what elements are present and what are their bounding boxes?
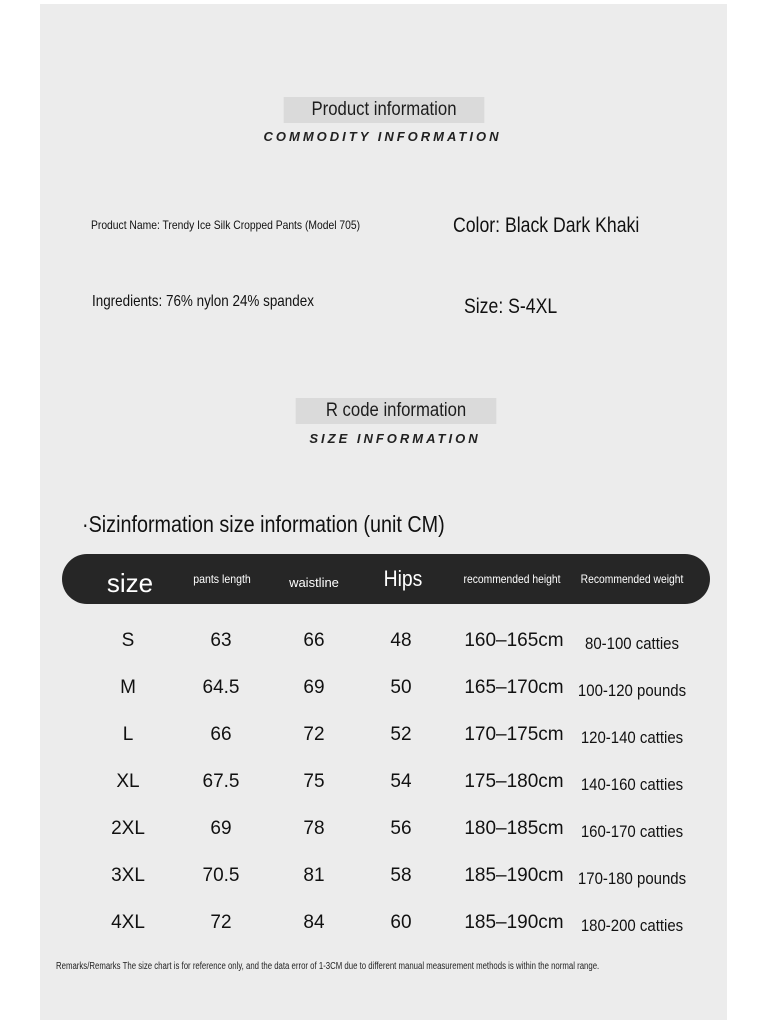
cell-recommended-weight: 140-160 catties (580, 775, 684, 794)
table-row (0, 626, 768, 656)
cell-recommended-weight: 80-100 catties (585, 634, 679, 653)
cell-size: M (120, 677, 136, 698)
cell-pants-length: 72 (210, 912, 232, 933)
cell-size: 2XL (111, 818, 145, 839)
cell-recommended-height: 180–185cm (464, 818, 564, 839)
cell-recommended-weight: 170-180 pounds (577, 869, 687, 888)
header-recommended-height: recommended height (463, 572, 561, 586)
cell-pants-length: 64.5 (202, 677, 240, 698)
cell-recommended-height: 175–180cm (464, 771, 564, 792)
cell-hips: 58 (390, 865, 412, 886)
cell-recommended-weight: 160-170 catties (580, 822, 684, 841)
size-table-header (62, 554, 710, 604)
header-waistline: waistline (289, 574, 339, 590)
cell-hips: 48 (390, 630, 412, 651)
cell-waistline: 81 (303, 865, 325, 886)
commodity-info-subtitle: COMMODITY INFORMATION (263, 129, 502, 144)
product-info-title: Product information (284, 97, 485, 123)
cell-hips: 60 (390, 912, 412, 933)
remarks-note: Remarks/Remarks The size chart is for reference only, and the data error of 1-3CM due to different manual measurement methods is within the normal range. (56, 961, 600, 972)
header-pants-length: pants length (193, 572, 251, 586)
cell-pants-length: 70.5 (202, 865, 240, 886)
header-size: size (106, 567, 154, 598)
cell-waistline: 69 (303, 677, 325, 698)
cell-recommended-weight: 100-120 pounds (577, 681, 687, 700)
cell-pants-length: 66 (210, 724, 232, 745)
product-size-range: Size: S-4XL (464, 295, 558, 318)
cell-waistline: 72 (303, 724, 325, 745)
cell-recommended-height: 185–190cm (464, 865, 564, 886)
cell-pants-length: 63 (210, 630, 232, 651)
table-row (0, 908, 768, 938)
cell-recommended-height: 170–175cm (464, 724, 564, 745)
table-row (0, 767, 768, 797)
cell-hips: 56 (390, 818, 412, 839)
cell-pants-length: 67.5 (202, 771, 240, 792)
cell-hips: 54 (390, 771, 412, 792)
product-color: Color: Black Dark Khaki (453, 214, 640, 237)
table-row (0, 720, 768, 750)
cell-hips: 50 (390, 677, 412, 698)
table-row (0, 861, 768, 891)
cell-waistline: 66 (303, 630, 325, 651)
header-hips: Hips (383, 566, 423, 591)
cell-size: XL (116, 771, 140, 792)
cell-size: 3XL (111, 865, 145, 886)
cell-recommended-weight: 180-200 catties (580, 916, 684, 935)
cell-waistline: 84 (303, 912, 325, 933)
cell-recommended-height: 160–165cm (464, 630, 564, 651)
header-recommended-weight: Recommended weight (580, 572, 684, 586)
table-row (0, 814, 768, 844)
cell-recommended-height: 185–190cm (464, 912, 564, 933)
cell-size: 4XL (111, 912, 145, 933)
cell-waistline: 75 (303, 771, 325, 792)
cell-size: L (122, 724, 134, 745)
product-ingredients: Ingredients: 76% nylon 24% spandex (92, 293, 314, 310)
cell-waistline: 78 (303, 818, 325, 839)
size-info-subtitle: SIZE INFORMATION (309, 431, 481, 446)
cell-recommended-weight: 120-140 catties (580, 728, 684, 747)
cell-pants-length: 69 (210, 818, 232, 839)
product-name: Product Name: Trendy Ice Silk Cropped Pants (Model 705) (91, 218, 361, 232)
r-code-title: R code information (296, 398, 497, 424)
cell-size: S (121, 630, 135, 651)
cell-recommended-height: 165–170cm (464, 677, 564, 698)
size-table-heading: ·Sizinformation size information (unit CM) (82, 511, 445, 537)
cell-hips: 52 (390, 724, 412, 745)
table-row (0, 673, 768, 703)
